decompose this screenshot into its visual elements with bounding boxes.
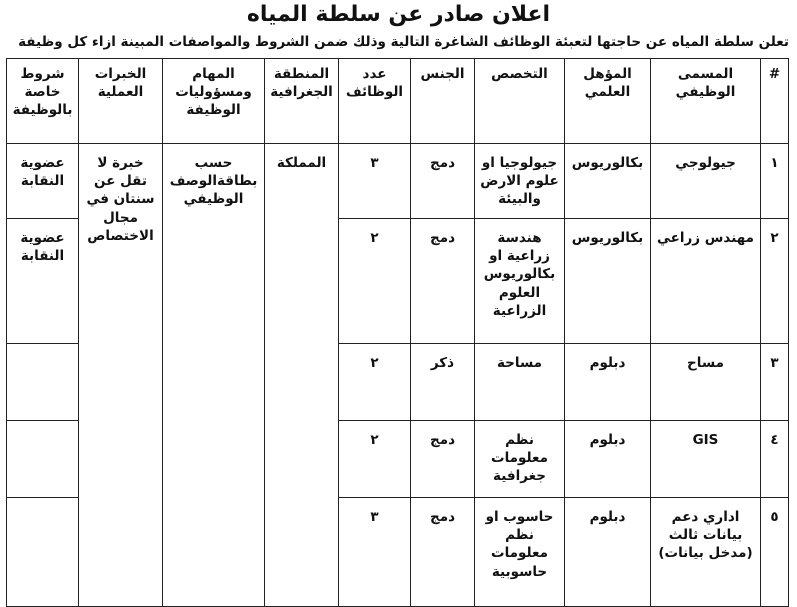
- cell-experience: خبرة لا تقل عن سنتان في مجال الاختصاص: [79, 144, 163, 607]
- cell-num: ٣: [761, 344, 789, 421]
- cell-qualification: بكالوريوس: [565, 219, 651, 344]
- cell-gender: دمج: [411, 498, 475, 607]
- cell-title: GIS: [651, 421, 761, 498]
- header-qualification: المؤهل العلمي: [565, 59, 651, 144]
- cell-gender: ذكر: [411, 344, 475, 421]
- header-gender: الجنس: [411, 59, 475, 144]
- cell-title: اداري دعم بيانات ثالث (مدخل بيانات): [651, 498, 761, 607]
- cell-specialty: حاسوب او نظم معلومات حاسوبية: [475, 498, 565, 607]
- cell-num: ٥: [761, 498, 789, 607]
- header-num: #: [761, 59, 789, 144]
- header-region: المنطقة الجغرافية: [265, 59, 339, 144]
- cell-qualification: دبلوم: [565, 421, 651, 498]
- cell-gender: دمج: [411, 421, 475, 498]
- cell-qualification: بكالوريوس: [565, 144, 651, 219]
- cell-conditions: [7, 498, 79, 607]
- cell-count: ٢: [339, 421, 411, 498]
- cell-title: مهندس زراعي: [651, 219, 761, 344]
- cell-specialty: جيولوجيا او علوم الارض والبيئة: [475, 144, 565, 219]
- cell-conditions: عضوية النقابة: [7, 144, 79, 219]
- cell-conditions: [7, 421, 79, 498]
- cell-specialty: هندسة زراعية او بكالوريوس العلوم الزراعية: [475, 219, 565, 344]
- cell-count: ٣: [339, 498, 411, 607]
- cell-conditions: [7, 344, 79, 421]
- announcement-title: اعلان صادر عن سلطة المياه: [246, 2, 551, 27]
- header-specialty: التخصص: [475, 59, 565, 144]
- cell-qualification: دبلوم: [565, 498, 651, 607]
- cell-specialty: نظم معلومات جغرافية: [475, 421, 565, 498]
- header-conditions: شروط خاصة بالوظيفة: [7, 59, 79, 144]
- table-row: [7, 144, 789, 219]
- cell-gender: دمج: [411, 144, 475, 219]
- cell-duties: حسب بطاقةالوصف الوظيفي: [163, 144, 265, 607]
- cell-count: ٣: [339, 144, 411, 219]
- cell-num: ٢: [761, 219, 789, 344]
- cell-conditions: عضوية النقابة: [7, 219, 79, 344]
- jobs-table: [6, 58, 789, 607]
- cell-num: ١: [761, 144, 789, 219]
- cell-count: ٢: [339, 344, 411, 421]
- header-title: المسمى الوظيفي: [651, 59, 761, 144]
- header-duties: المهام ومسؤوليات الوظيفة: [163, 59, 265, 144]
- cell-gender: دمج: [411, 219, 475, 344]
- cell-num: ٤: [761, 421, 789, 498]
- cell-count: ٢: [339, 219, 411, 344]
- header-count: عدد الوظائف: [339, 59, 411, 144]
- announcement-intro: تعلن سلطة المياه عن حاجتها لتعبئة الوظائف الشاغرة التالية وذلك ضمن الشروط والمواصفات المبينة ازاء كل وظيفة: [18, 34, 789, 50]
- cell-title: جيولوجي: [651, 144, 761, 219]
- table-header-row: [7, 59, 789, 144]
- cell-region: المملكة: [265, 144, 339, 607]
- header-experience: الخبرات العملية: [79, 59, 163, 144]
- cell-qualification: دبلوم: [565, 344, 651, 421]
- cell-title: مساح: [651, 344, 761, 421]
- cell-specialty: مساحة: [475, 344, 565, 421]
